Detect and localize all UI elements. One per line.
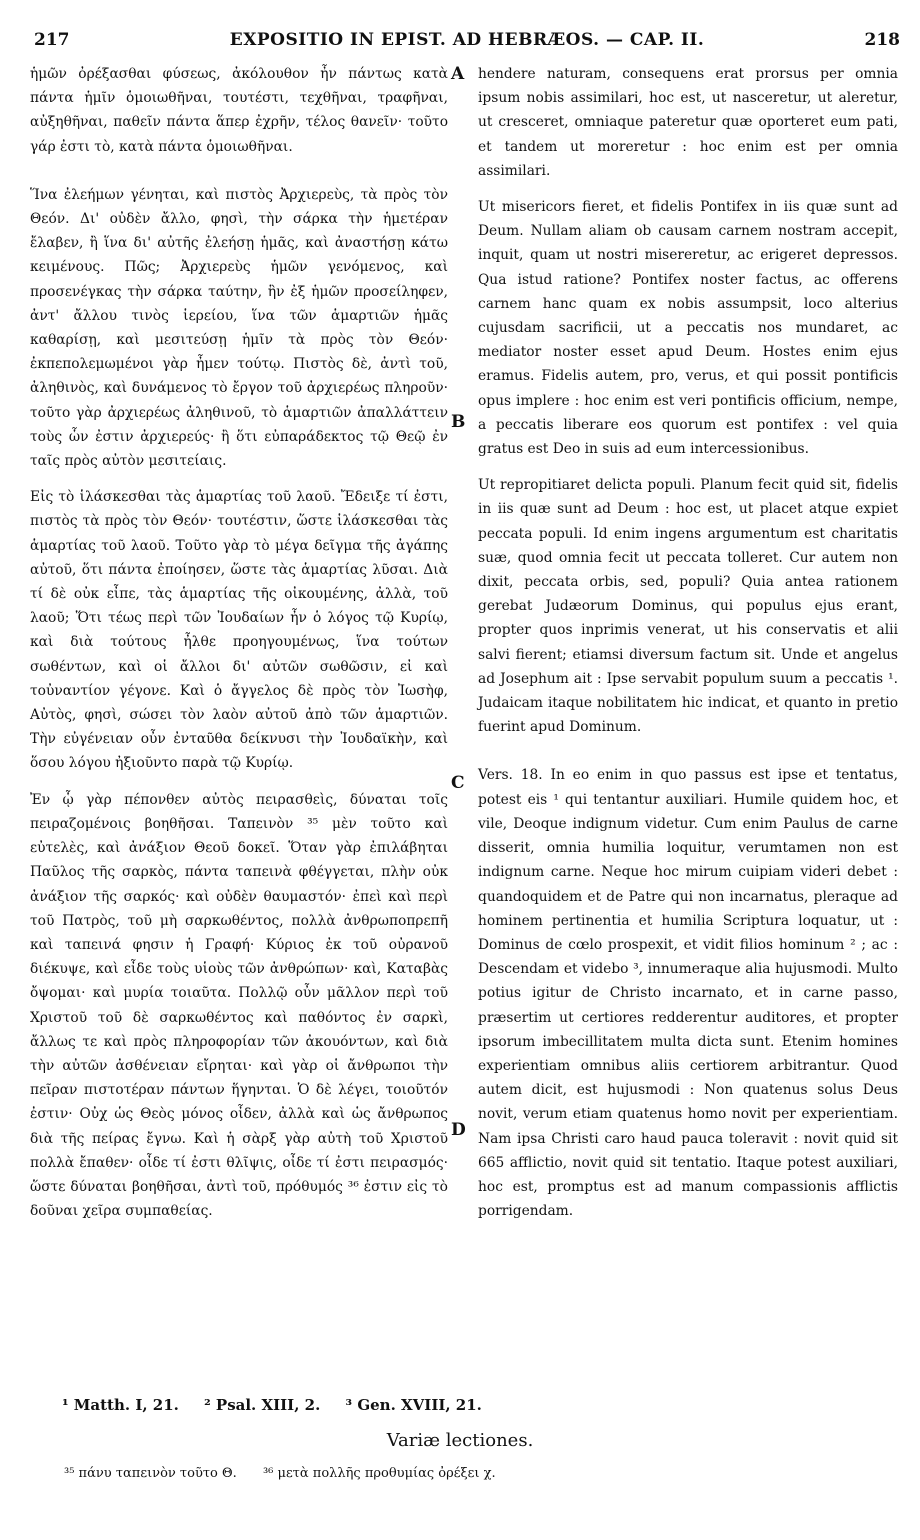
- greek-paragraph: Ἵνα ἐλεήμων γένηται, καὶ πιστὸς Ἀρχιερεὺς, τὰ πρὸς τὸν Θεόν. Δι' οὐδὲν ἄλλο, φησὶ, τὴν σάρκα τὴν ἡμετέραν ἔλαβεν, ἢ ἵνα δι' αὐτῆς ἐλεήσῃ ἡμᾶς, καὶ ἀναστήσῃ κάτω κειμένους. Πῶς; Ἀρχιερεὺς ἡμῶν γενόμενος, καὶ προσενέγκας τὴν σάρκα ταύτην, ἣν ἐξ ἡμῶν προσείληφεν, ἀντ' ἄλλου τινὸς ἱερείου, ἵνα τῶν ἁμαρτιῶν ἡμᾶς καθαρίσῃ, καὶ μεσιτεύσῃ ἡμῖν τὰ πρὸς τὸν Θεόν· ἐκπεπολεμωμένοι γὰρ ἦμεν τούτῳ. Πιστὸς δὲ, ἀντὶ τοῦ, ἀληθινὸς, καὶ δυνάμενος τὸ ἔργον τοῦ ἀρχιερέως πληροῦν· τοῦτο γὰρ ἀρχιερέως ἀληθινοῦ, τὸ ἁμαρτιῶν ἀπαλλάττειν τοὺς ὧν ἐστιν ἀρχιερεύς· ἢ ὅτι εὐπαράδεκτος τῷ Θεῷ ἐν ταῖς πρὸς αὐτὸν μεσιτείαις.: [30, 186, 448, 470]
- latin-column: [478, 62, 898, 1223]
- page-number-right: 218: [864, 30, 900, 50]
- margin-letter-b: B: [451, 412, 466, 432]
- footnote: ² Psal. XIII, 2.: [204, 1396, 321, 1414]
- page-number-left: 217: [34, 30, 70, 50]
- greek-paragraph: ἡμῶν ὀρέξασθαι φύσεως, ἀκόλουθον ἦν πάντως κατὰ πάντα ἡμῖν ὁμοιωθῆναι, τουτέστι, τεχθῆναι, τραφῆναι, αὐξηθῆναι, παθεῖν πάντα ἅπερ ἐχρῆν, τέλος θανεῖν· τοῦτο γάρ ἐστι τὸ, κατὰ πάντα ὁμοιωθῆναι.: [30, 66, 448, 155]
- footnote: ³ Gen. XVIII, 21.: [345, 1396, 482, 1414]
- running-title: EXPOSITIO IN EPIST. AD HEBRÆOS. — CAP. II.: [229, 30, 705, 50]
- latin-paragraph: hendere naturam, consequens erat prorsus per omnia ipsum nobis assimilari, hoc est, ut nasceretur, ut aleretur, ut cresceret, omniaque pateretur quæ oporteret eum pati, et tandem ut moreretur : hoc enim est per omnia assimilari.: [478, 66, 898, 179]
- margin-letter-d: D: [451, 1120, 466, 1140]
- margin-letter-c: C: [451, 773, 465, 793]
- footnote: ¹ Matth. I, 21.: [62, 1396, 179, 1414]
- footnotes: [62, 1396, 502, 1414]
- variant-reading: ³⁵ πάνυ ταπεινὸν τοῦτο Θ.: [64, 1466, 237, 1481]
- latin-paragraph: Ut repropitiaret delicta populi. Planum fecit quid sit, fidelis in iis quæ sunt ad Deum : hoc est, ut placet atque expiet peccata populi. Id enim ingens argumentum est charitatis suæ, quod omnia fecit ut peccata tolleret. Cur autem non dixit, peccata orbis, sed, populi? Quia antea rationem gerebat Judæorum Dominus, qui populus ejus erant, propter quos inprimis venerat, ut his conservatis et alii salvi fierent; etiamsi diversum factum sit. Unde et angelus ad Josephum ait : Ipse servabit populum suum a peccatis ¹. Judaicam itaque nobilitatem hic indicat, et quanto in pretio fuerint apud Dominum.: [478, 477, 898, 736]
- latin-paragraph: Vers. 18. In eo enim in quo passus est ipse et tentatus, potest eis ¹ qui tentantur auxiliari. Humile quidem hoc, et vile, Deoque indignum videtur. Cum enim Paulus de carne disserit, omnia humilia loquitur, verumtamen non est indignum carne. Neque hoc mirum cuipiam videri debet : quandoquidem et de Patre qui non incarnatus, pleraque ad hominem pertinentia et humilia Scriptura loquatur, ut : Dominus de cœlo prospexit, et vidit filios hominum ² ; ac : Descendam et videbo ³, innumeraque alia hujusmodi. Multo potius igitur de Christo incarnato, et in carne passo, præsertim ut certiores redderentur auditores, et propter ipsorum imbecillitatem multa dicta sunt. Etenim homines experientiam omnibus aliis certiorem arbitrantur. Quod autem dicit, est hujusmodi : Non quatenus solus Deus novit, verum etiam quatenus homo novit per experientiam. Nam ipsa Christi caro haud pauca toleravit : novit quid sit 665 afflictio, novit quid sit tentatio. Itaque potest auxiliari, hoc est, promptus est ad manum compassionis afflictis porrigendam.: [478, 767, 898, 1220]
- variant-reading: ³⁶ μετὰ πολλῆς προθυμίας ὀρέξει χ.: [262, 1466, 496, 1481]
- greek-column: [30, 62, 448, 1223]
- margin-letter-a: A: [451, 64, 465, 84]
- variae-lectiones-title: Variæ lectiones.: [386, 1430, 534, 1451]
- greek-paragraph: Εἰς τὸ ἱλάσκεσθαι τὰς ἁμαρτίας τοῦ λαοῦ. Ἔδειξε τί ἐστι, πιστὸς τὰ πρὸς τὸν Θεόν· τουτέστιν, ὥστε ἱλάσκεσθαι τὰς ἁμαρτίας τοῦ λαοῦ. Τοῦτο γὰρ τὸ μέγα δεῖγμα τῆς ἀγάπης αὐτοῦ, ὅτι πάντα ἐποίησεν, ὥστε τὰς ἁμαρτίας λῦσαι. Διὰ τί δὲ οὐκ εἶπε, τὰς ἁμαρτίας τῆς οἰκουμένης, ἀλλὰ, τοῦ λαοῦ; Ὅτι τέως περὶ τῶν Ἰουδαίων ἦν ὁ λόγος τῷ Κυρίῳ, καὶ διὰ τούτους ἦλθε προηγουμένως, ἵνα τούτων σωθέντων, καὶ οἱ ἄλλοι δι' αὐτῶν σωθῶσιν, εἰ καὶ τοὐναντίον γέγονε. Καὶ ὁ ἄγγελος δὲ πρὸς τὸν Ἰωσὴφ, Αὐτὸς, φησὶ, σώσει τὸν λαὸν αὐτοῦ ἀπὸ τῶν ἁμαρτιῶν. Τὴν εὐγένειαν οὖν ἐνταῦθα δείκνυσι τὴν Ἰουδαϊκὴν, καὶ ὅσου λόγου ἠξιοῦντο παρὰ τῷ Κυρίῳ.: [30, 489, 448, 772]
- latin-paragraph: Ut misericors fieret, et fidelis Pontifex in iis quæ sunt ad Deum. Nullam aliam ob causam carnem nostram accepit, inquit, quam ut nostri misereretur, ac erigeret depressos. Qua istud ratione? Pontifex noster factus, ac offerens carnem hanc quam ex nobis assumpsit, loco alterius cujusdam sacrificii, ut a peccatis nos mundaret, ac mediator noster esset apud Deum. Hostes enim ejus eramus. Fidelis autem, pro, verus, et qui possit pontificis opus implere : hoc enim est veri pontificis officium, nempe, a peccatis liberare eos quorum est pontifex : vel quia gratus est Deo in suis ad eum intercessionibus.: [478, 199, 898, 458]
- greek-paragraph: Ἐν ᾧ γὰρ πέπονθεν αὐτὸς πειρασθεὶς, δύναται τοῖς πειραζομένοις βοηθῆσαι. Ταπεινὸν ³⁵ μὲν τοῦτο καὶ εὐτελὲς, καὶ ἀνάξιον Θεοῦ δοκεῖ. Ὅταν γὰρ ἐπιλάβηται Παῦλος τῆς σαρκὸς, πάντα ταπεινὰ φθέγγεται, πλὴν οὐκ ἀνάξιον τῆς σαρκός· καὶ οὐδὲν θαυμαστόν· ἐπεὶ καὶ περὶ τοῦ Πατρὸς, τοῦ μὴ σαρκωθέντος, πολλὰ ἀνθρωποπρεπῆ καὶ ταπεινά φησιν ἡ Γραφή· Κύριος ἐκ τοῦ οὐρανοῦ διέκυψε, καὶ εἶδε τοὺς υἱοὺς τῶν ἀνθρώπων· καὶ, Καταβὰς ὄψομαι· καὶ μυρία τοιαῦτα. Πολλῷ οὖν μᾶλλον περὶ τοῦ Χριστοῦ τοῦ δὲ σαρκωθέντος καὶ παθόντος ἐν σαρκὶ, ἄλλως τε καὶ πρὸς πληροφορίαν τῶν ἀκουόντων, καὶ διὰ τὴν αὐτῶν ἀσθένειαν εἴρηται· καὶ γὰρ οἱ ἄνθρωποι τὴν πεῖραν πιστοτέραν πάντων ἥγηνται. Ὁ δὲ λέγει, τοιοῦτόν ἐστιν· Οὐχ ὡς Θεὸς μόνος οἶδεν, ἀλλὰ καὶ ὡς ἄνθρωπος διὰ τῆς πείρας ἔγνω. Καὶ ἡ σὰρξ γὰρ αὐτὴ τοῦ Χριστοῦ πολλὰ ἔπαθεν· οἶδε τί ἐστι θλῖψις, οἶδε τί ἐστι πειρασμός· ὥστε δύναται βοηθῆσαι, ἀντὶ τοῦ, πρόθυμός ³⁶ ἐστιν εἰς τὸ δοῦναι χεῖρα συμπαθείας.: [30, 791, 448, 1220]
- variae-lectiones: [64, 1466, 518, 1481]
- page-header: [34, 30, 900, 56]
